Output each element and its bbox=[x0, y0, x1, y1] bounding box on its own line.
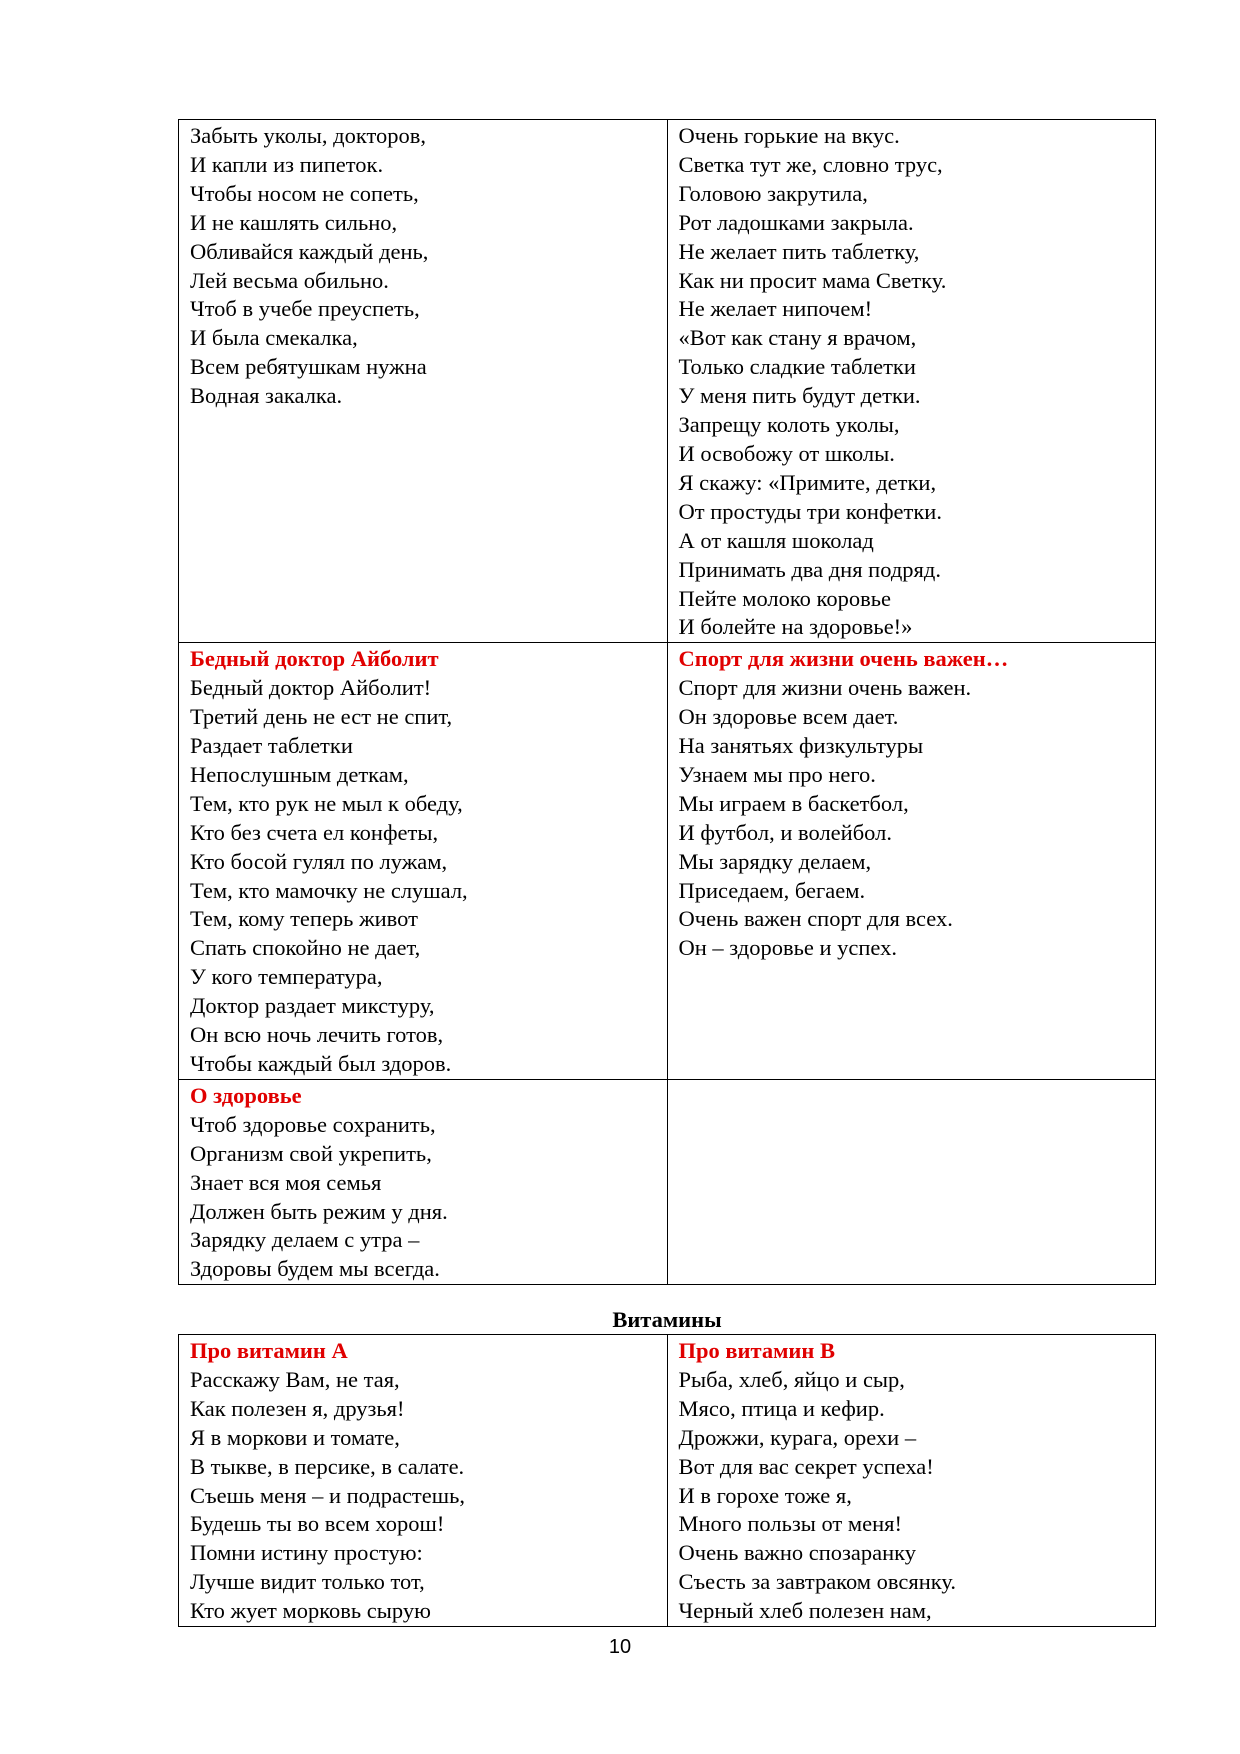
poem-cell bbox=[667, 120, 1156, 643]
poem-line: Очень важен спорт для всех. bbox=[678, 906, 953, 932]
poem-title: Про витамин А bbox=[190, 1338, 348, 1363]
poem-line: Всем ребятушкам нужна bbox=[190, 354, 427, 380]
poem-cell bbox=[179, 120, 668, 643]
poem-line: Чтобы каждый был здоров. bbox=[190, 1051, 452, 1076]
poem-line: Тем, кто мамочку не слушал, bbox=[190, 877, 468, 903]
poem-line: Тем, кому теперь живот bbox=[190, 906, 418, 932]
poem-line: Знает вся моя семья bbox=[190, 1169, 382, 1195]
poem-line: И болейте на здоровье!» bbox=[678, 614, 913, 640]
poem-line: Запрещу колоть уколы, bbox=[678, 412, 900, 438]
poem-cell bbox=[179, 1079, 668, 1284]
table-row bbox=[179, 120, 1156, 643]
poem-line: Чтоб здоровье сохранить, bbox=[190, 1111, 436, 1137]
poem-line: И была смекалка, bbox=[190, 325, 358, 351]
poem-line: Я в моркови и томате, bbox=[190, 1424, 400, 1450]
poem-line: Чтобы носом не сопеть, bbox=[190, 180, 419, 206]
poem-line: Он – здоровье и успех. bbox=[678, 935, 897, 961]
poem-line: От простуды три конфетки. bbox=[678, 498, 942, 524]
poem-line: Много пользы от меня! bbox=[678, 1511, 902, 1537]
table-row bbox=[179, 1079, 1156, 1284]
poem-line: Как полезен я, друзья! bbox=[190, 1395, 405, 1421]
poem-line: Мы играем в баскетбол, bbox=[678, 790, 909, 816]
poem-line: Он всю ночь лечить готов, bbox=[190, 1022, 444, 1048]
poem-line: Рыба, хлеб, яйцо и сыр, bbox=[678, 1366, 905, 1392]
poem-line: Не желает нипочем! bbox=[678, 296, 873, 322]
poem-line: «Вот как стану я врачом, bbox=[678, 325, 917, 351]
poem-cell bbox=[179, 643, 668, 1080]
poem-line: Светка тут же, словно трус, bbox=[678, 151, 943, 177]
poem-line: Бедный доктор Айболит! bbox=[190, 675, 432, 701]
section-heading: Витамины bbox=[612, 1307, 722, 1332]
poem-line: Забыть уколы, докторов, bbox=[190, 123, 426, 148]
poem-line: Организм свой укрепить, bbox=[190, 1140, 432, 1166]
poem-line: Рот ладошками закрыла. bbox=[678, 209, 914, 235]
poem-line: И не кашлять сильно, bbox=[190, 209, 398, 235]
poem-line: Мы зарядку делаем, bbox=[678, 848, 872, 874]
poem-line: Кто босой гулял по лужам, bbox=[190, 848, 448, 874]
poem-line: Лей весьма обильно. bbox=[190, 267, 389, 293]
poem-line: У кого температура, bbox=[190, 964, 383, 990]
poem-line: Чтоб в учебе преуспеть, bbox=[190, 296, 420, 322]
poem-title: О здоровье bbox=[190, 1082, 302, 1108]
poem-line: Расскажу Вам, не тая, bbox=[190, 1366, 400, 1392]
poem-title: Бедный доктор Айболит bbox=[190, 646, 439, 672]
poem-line: Головою закрутила, bbox=[678, 180, 868, 206]
poem-line: Принимать два дня подряд. bbox=[678, 556, 941, 582]
poem-line: Тем, кто рук не мыл к обеду, bbox=[190, 790, 463, 816]
poem-line: У меня пить будут детки. bbox=[678, 383, 921, 409]
poem-title: Спорт для жизни очень важен… bbox=[678, 646, 1009, 672]
poem-line: На занятьях физкультуры bbox=[678, 733, 924, 759]
poem-line: Кто без счета ел конфеты, bbox=[190, 819, 439, 845]
poem-line: Будешь ты во всем хорош! bbox=[190, 1511, 445, 1537]
poem-line: Я скажу: «Примите, детки, bbox=[678, 469, 937, 495]
poem-line: Раздает таблетки bbox=[190, 733, 353, 759]
poem-line: Здоровы будем мы всегда. bbox=[190, 1256, 440, 1282]
poem-line: Только сладкие таблетки bbox=[678, 354, 916, 380]
poem-line: Помни истину простую: bbox=[190, 1540, 423, 1566]
page-number: 10 bbox=[608, 1636, 632, 1658]
poem-line: И освобожу от школы. bbox=[678, 440, 895, 466]
poem-line: Третий день не ест не спит, bbox=[190, 704, 453, 730]
poem-line: Обливайся каждый день, bbox=[190, 238, 429, 264]
poem-line: Он здоровье всем дает. bbox=[678, 704, 899, 730]
poem-title: Про витамин В bbox=[678, 1338, 835, 1363]
poem-line: Мясо, птица и кефир. bbox=[678, 1395, 885, 1421]
poem-line: Дрожжи, курага, орехи – bbox=[678, 1424, 917, 1450]
poem-line: Как ни просит мама Светку. bbox=[678, 267, 947, 293]
poem-line: В тыкве, в персике, в салате. bbox=[190, 1453, 465, 1479]
poem-line: Непослушным деткам, bbox=[190, 761, 409, 787]
poem-line: Спать спокойно не дает, bbox=[190, 935, 421, 961]
poem-line: Зарядку делаем с утра – bbox=[190, 1227, 420, 1253]
poems-table bbox=[178, 119, 1156, 1285]
poem-line: Очень горькие на вкус. bbox=[678, 123, 900, 148]
poem-line: Кто жует морковь сырую bbox=[190, 1598, 431, 1624]
poem-line: Лучше видит только тот, bbox=[190, 1569, 425, 1595]
poem-line: Приседаем, бегаем. bbox=[678, 877, 866, 903]
poem-line: А от кашля шоколад bbox=[678, 527, 874, 553]
poem-line: Доктор раздает микстуру, bbox=[190, 993, 435, 1019]
table-row bbox=[179, 1335, 1156, 1627]
poem-cell bbox=[179, 1335, 668, 1627]
vitamins-table bbox=[178, 1334, 1156, 1627]
table-row bbox=[179, 643, 1156, 1080]
poem-line: Не желает пить таблетку, bbox=[678, 238, 920, 264]
poem-line: Спорт для жизни очень важен. bbox=[678, 675, 972, 701]
poem-line: Съесть за завтраком овсянку. bbox=[678, 1569, 957, 1595]
poem-line: Пейте молоко коровье bbox=[678, 585, 891, 611]
poem-line: Узнаем мы про него. bbox=[678, 761, 876, 787]
poem-line: Должен быть режим у дня. bbox=[190, 1198, 448, 1224]
poem-line: Черный хлеб полезен нам, bbox=[678, 1598, 932, 1624]
poem-line: И капли из пипеток. bbox=[190, 151, 384, 177]
poem-cell bbox=[667, 643, 1156, 1080]
poem-line: Очень важно спозаранку bbox=[678, 1540, 917, 1566]
poem-line: Съешь меня – и подрастешь, bbox=[190, 1482, 465, 1508]
poem-line: И футбол, и волейбол. bbox=[678, 819, 892, 845]
poem-line: И в горохе тоже я, bbox=[678, 1482, 852, 1508]
poem-line: Вот для вас секрет успеха! bbox=[678, 1453, 934, 1479]
poem-line: Водная закалка. bbox=[190, 383, 343, 409]
poem-cell bbox=[667, 1335, 1156, 1627]
empty-cell bbox=[667, 1079, 1156, 1284]
